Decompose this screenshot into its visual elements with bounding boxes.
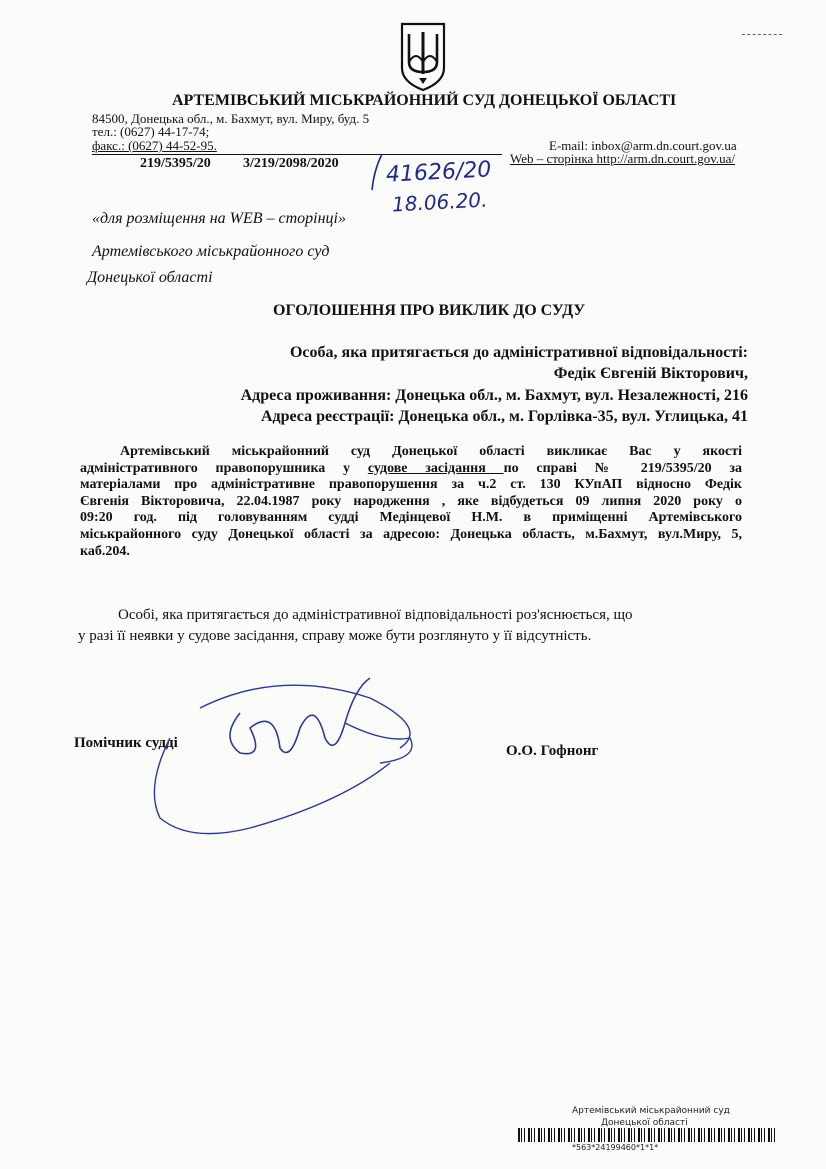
body-line-2	[80, 461, 742, 478]
person-name: Федік Євгеній Вікторович,	[553, 365, 748, 382]
court-address: 84500, Донецька обл., м. Бахмут, вул. Миру, буд. 5	[92, 111, 370, 126]
barcode-icon	[518, 1128, 780, 1142]
coat-of-arms-icon	[398, 20, 448, 92]
case-number: 219/5395/20	[140, 156, 211, 171]
court-fax: факс.: (0627) 44-52-95.	[92, 138, 217, 153]
body-line-2a: адміністративного правопорушника у	[80, 460, 368, 476]
body-line-3: матеріалами про адміністративне правопорушення за ч.2 ст. 130 КУпАП відносно Федік	[80, 477, 742, 493]
notice-line-1: Особі, яка притягається до адміністративної відповідальності роз'яснюється, що	[118, 607, 633, 623]
summons-paragraph	[80, 444, 742, 560]
header-rule	[92, 154, 502, 155]
court-session-link: судове засідання	[367, 460, 504, 476]
body-line-7: каб.204.	[80, 543, 130, 559]
document-title: ОГОЛОШЕННЯ ПРО ВИКЛИК ДО СУДУ	[273, 302, 586, 319]
court-phone: тел.: (0627) 44-17-74;	[92, 124, 210, 139]
court-name: АРТЕМІВСЬКИЙ МІСЬКРАЙОННИЙ СУД ДОНЕЦЬКОЇ ОБЛАСТІ	[172, 92, 677, 109]
body-line-1: Артемівський міськрайонний суд Донецької області викликає Вас у якості	[120, 444, 742, 459]
proceeding-number: 3/219/2098/2020	[243, 156, 339, 171]
barcode-number: *563*24199460*1*1*	[572, 1143, 659, 1152]
person-registration: Адреса реєстрації: Донецька обл., м. Горлівка-35, вул. Углицька, 41	[260, 408, 748, 425]
handwritten-date: 18.06.20.	[391, 187, 488, 217]
court-email: E-mail: inbox@arm.dn.court.gov.ua	[549, 138, 737, 153]
stamp-line-2: Донецької області	[601, 1118, 688, 1128]
handwritten-ref: 41626/20	[385, 157, 492, 188]
notice-line-2: у разі її неявки у судове засідання, справу може бути розглянуто у її відсутність.	[78, 628, 592, 644]
body-line-5: 09:20 год. під головуванням судді Медінцевої Н.М. в приміщенні Артемівського	[80, 510, 742, 526]
signature-role: Помічник судді	[74, 735, 178, 751]
placement-line-2: Артемівського міськрайонного суд	[92, 243, 330, 260]
scan-mark	[742, 34, 782, 35]
person-label: Особа, яка притягається до адміністративної відповідальності:	[289, 344, 748, 361]
person-residence: Адреса проживання: Донецька обл., м. Бахмут, вул. Незалежності, 216	[240, 387, 748, 404]
body-line-6: міськрайонного суду Донецької області за адресою: Донецька область, м.Бахмут, вул.Миру, 5,	[80, 526, 742, 542]
handwritten-signature	[140, 668, 440, 848]
court-web: Web – сторінка http://arm.dn.court.gov.ua/	[510, 151, 736, 166]
body-line-4: Євгенія Вікторовича, 22.04.1987 року народження , яке відбудеться 09 липня 2020 року о	[80, 493, 742, 509]
stamp-line-1: Артемівський міськрайонний суд	[572, 1106, 730, 1116]
placement-line-3: Донецької області	[87, 269, 213, 286]
signature-name: О.О. Гофнонг	[506, 743, 599, 759]
placement-line-1: «для розміщення на WEB – сторінці»	[92, 210, 346, 227]
body-line-2b: по справі № 219/5395/20 за	[503, 460, 742, 476]
